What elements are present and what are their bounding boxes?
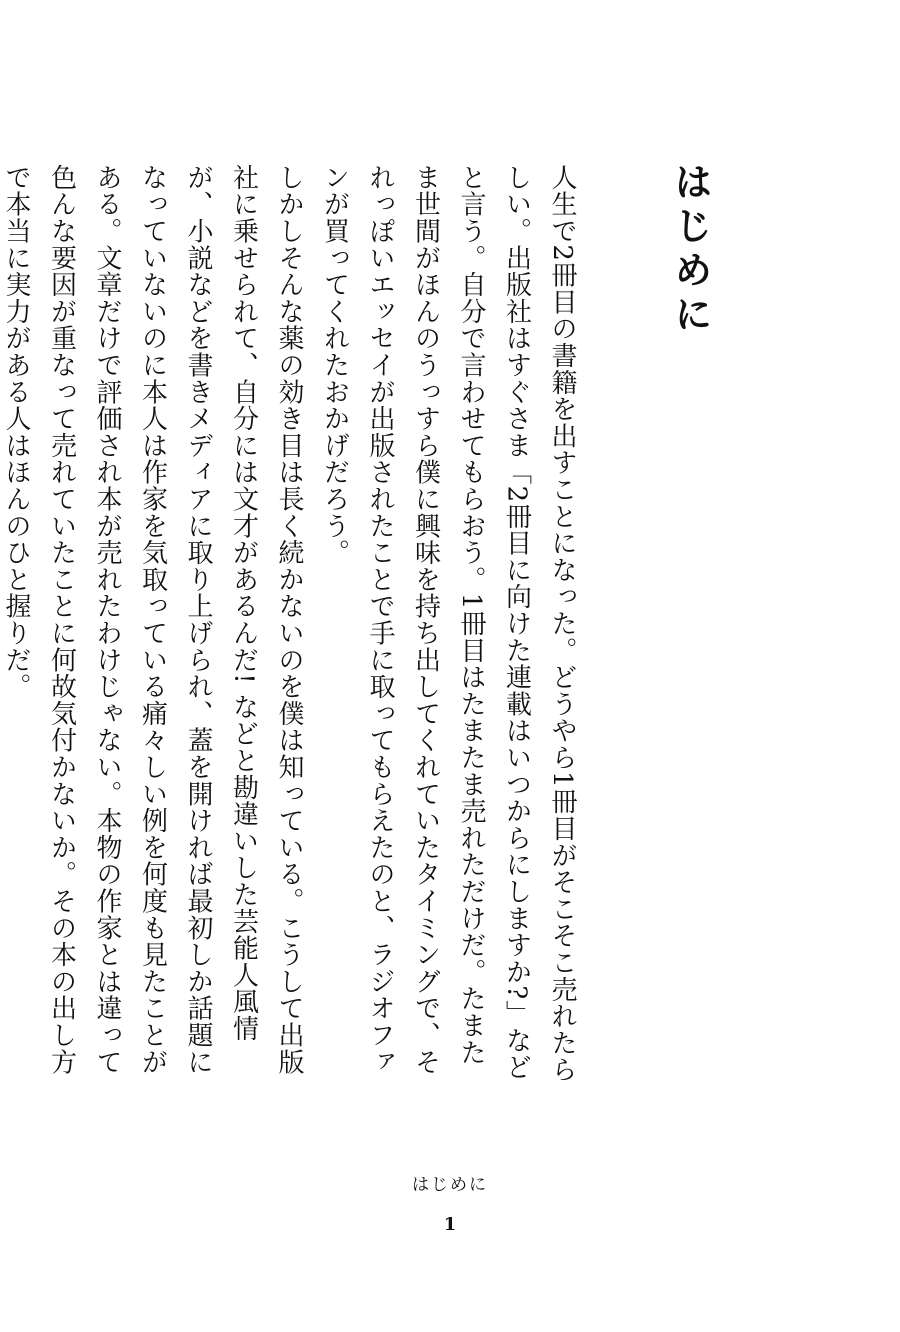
chapter-title: はじめに <box>668 162 713 338</box>
page-number: 1 <box>443 1214 457 1235</box>
paragraph-1: 人生で2冊目の書籍を出すことになった。どうやら1冊目がそこそこ売れたらしい。出版社はすぐさま「2冊目に向けた連載はいつからにしますか?」などと言う。自分で言わせてもらおう。1冊目はたまたま売れただけだ。たまたま世間がほんのうっすら僕に興味を持ち出してくれていたタイミングで、それっぽいエッセイが出版されたことで手に取ってもらえたのと、ラジオファンが買ってくれたおかげだろう。 <box>319 164 577 1084</box>
running-footer-title: はじめに <box>412 1175 488 1195</box>
body-text <box>0 164 584 1084</box>
paragraph-2: しかしそんな薬の効き目は長く続かないのを僕は知っている。こうして出版社に乗せられて、自分には文才があるんだ! などと勘違いした芸能人風情が、小説などを書きメディアに取り上げられ、蓋を開ければ最初しか話題になっていないのに本人は作家を気取っている痛々しい例を何度も見たことがある。文章だけで評価され本が売れたわけじゃない。本物の作家とは違って色んな要因が重なって売れていたことに何故気付かないか。その本の出し方で本当に実力がある人はほんのひと握りだ。 <box>1 164 304 1076</box>
